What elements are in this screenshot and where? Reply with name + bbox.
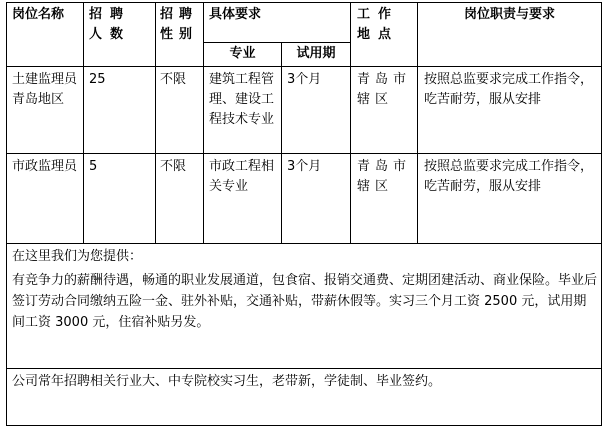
header-bottom-line (6, 66, 602, 67)
row1-hiring-gender: 不限 (160, 72, 187, 87)
row2-duties: 按照总监要求完成工作指令，吃苦耐劳，服从安排 (424, 159, 594, 194)
subheader-divider (203, 42, 350, 43)
col-divider-2 (155, 2, 156, 244)
table-border-bottom (6, 425, 602, 426)
col-divider-1 (83, 2, 84, 244)
col-divider-4 (281, 42, 282, 244)
row2-probation: 3个月 (287, 159, 322, 174)
header-major: 专业 (229, 46, 256, 61)
row2-position-name: 市政监理员 (12, 159, 78, 174)
row2-hiring-count: 5 (89, 159, 98, 174)
table-border-left (6, 2, 7, 426)
col-divider-3 (203, 2, 204, 244)
col-divider-6 (417, 2, 418, 244)
offer-body: 有竞争力的薪酬待遇，畅通的职业发展通道，包食宿、报销交通费、定期团建活动、商业保险。毕业后签订劳动合同缴纳五险一金、驻外补贴，交通补贴，带薪休假等。实习三个月工资 2500 元，试用期间工资 3000 元，住宿补贴另发。 (12, 273, 598, 330)
row1-position-name: 土建监理员青岛地区 (12, 72, 78, 107)
header-probation: 试用期 (296, 46, 336, 61)
row2-major: 市政工程相关专业 (209, 159, 275, 194)
header-duties: 岗位职责与要求 (463, 7, 555, 22)
row2-hiring-gender: 不限 (160, 159, 187, 174)
row1-probation: 3个月 (287, 72, 322, 87)
row2-work-location: 青岛市辖区 (357, 159, 412, 194)
header-work-location: 工作地点 (357, 7, 400, 42)
offer-bottom-line (6, 368, 602, 369)
row2-bottom-line (6, 243, 602, 244)
row1-duties: 按照总监要求完成工作指令，吃苦耐劳，服从安排 (424, 72, 594, 107)
header-requirements: 具体要求 (209, 7, 262, 22)
table-border-right (601, 2, 602, 426)
header-hiring-count: 招聘人数 (89, 7, 132, 42)
header-hiring-gender: 招聘性别 (160, 7, 199, 42)
row1-hiring-count: 25 (89, 72, 106, 87)
offer-intro: 在这里我们为您提供： (12, 249, 143, 264)
recruitment-note: 公司常年招聘相关行业大、中专院校实习生，老带新，学徒制、毕业签约。 (12, 374, 442, 389)
row1-major: 建筑工程管理、建设工程技术专业 (209, 72, 275, 127)
header-position-name: 岗位名称 (12, 7, 65, 22)
row1-bottom-line (6, 153, 602, 154)
table-border-top (6, 2, 602, 3)
col-divider-5 (350, 2, 351, 244)
row1-work-location: 青岛市辖区 (357, 72, 412, 107)
